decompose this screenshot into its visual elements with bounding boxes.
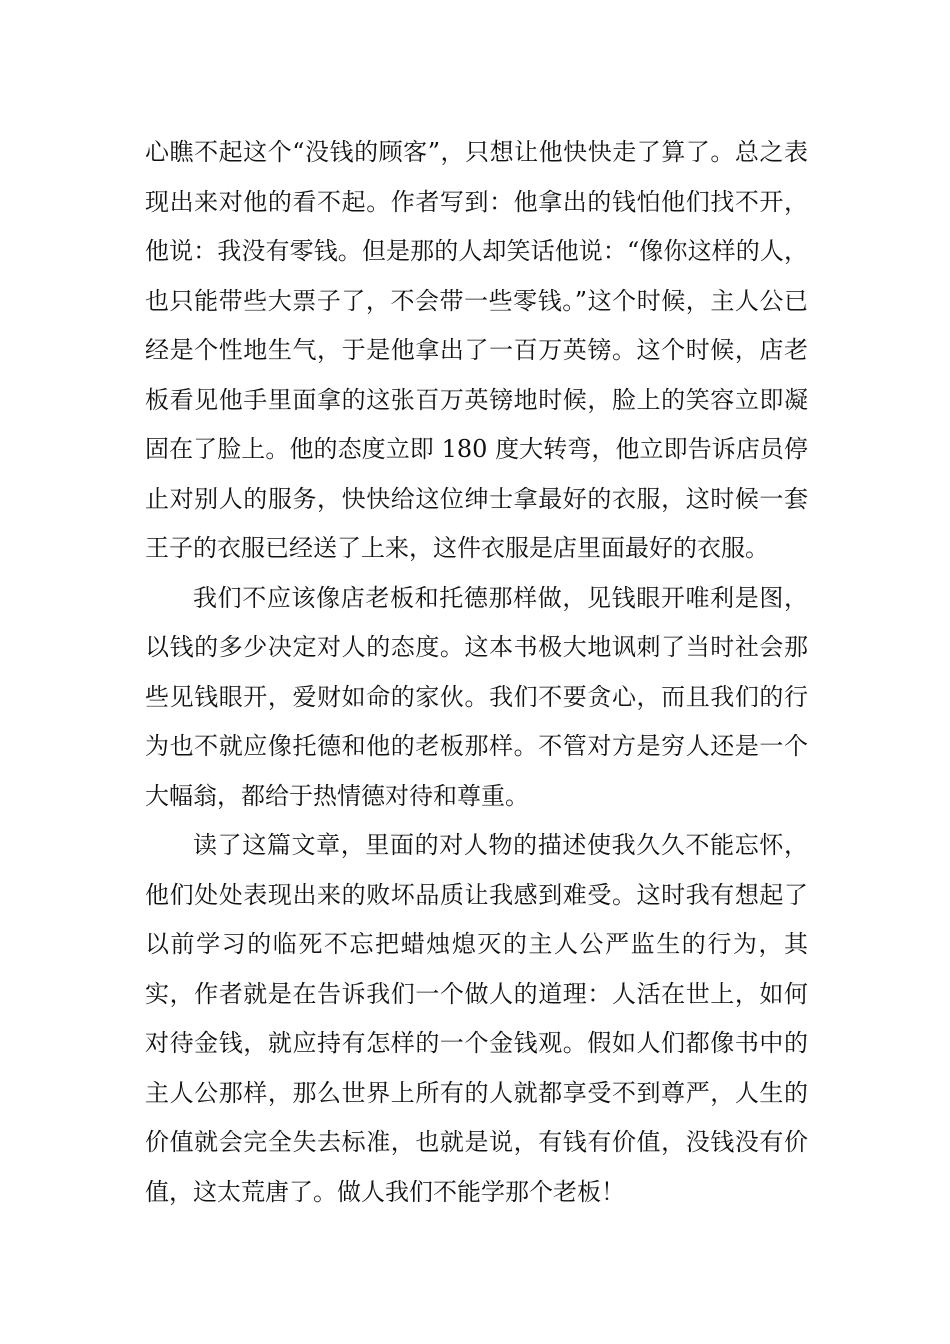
paragraph-2: 我们不应该像店老板和托德那样做，见钱眼开唯利是图，以钱的多少决定对人的态度。这本书极大地讽刺了当时社会那些见钱眼开，爱财如命的家伙。我们不要贪心，而且我们的行为也不就应像托德和他的老板那样。不管对方是穷人还是一个大幅翁，都给于热情德对待和尊重。 [145,583,808,810]
body-text [145,128,808,1217]
paragraph-1: 心瞧不起这个“没钱的顾客”，只想让他快快走了算了。总之表现出来对他的看不起。作者写到：他拿出的钱怕他们找不开，他说：我没有零钱。但是那的人却笑话他说：“像你这样的人，也只能带些大票子了，不会带一些零钱。”这个时候，主人公已经是个性地生气，于是他拿出了一百万英镑。这个时候，店老板看见他手里面拿的这张百万英镑地时候，脸上的笑容立即凝固在了脸上。他的态度立即 180 度大转弯，他立即告诉店员停止对别人的服务，快快给这位绅士拿最好的衣服，这时候一套王子的衣服已经送了上来，这件衣服是店里面最好的衣服。 [145,138,808,562]
paragraph-3: 读了这篇文章，里面的对人物的描述使我久久不能忘怀，他们处处表现出来的败坏品质让我感到难受。这时我有想起了以前学习的临死不忘把蜡烛熄灭的主人公严监生的行为，其实，作者就是在告诉我们一个做人的道理：人活在世上，如何对待金钱，就应持有怎样的一个金钱观。假如人们都像书中的主人公那样，那么世界上所有的人就都享受不到尊严，人生的价值就会完全失去标准，也就是说，有钱有价值，没钱没有价值，这太荒唐了。做人我们不能学那个老板！ [145,831,808,1206]
